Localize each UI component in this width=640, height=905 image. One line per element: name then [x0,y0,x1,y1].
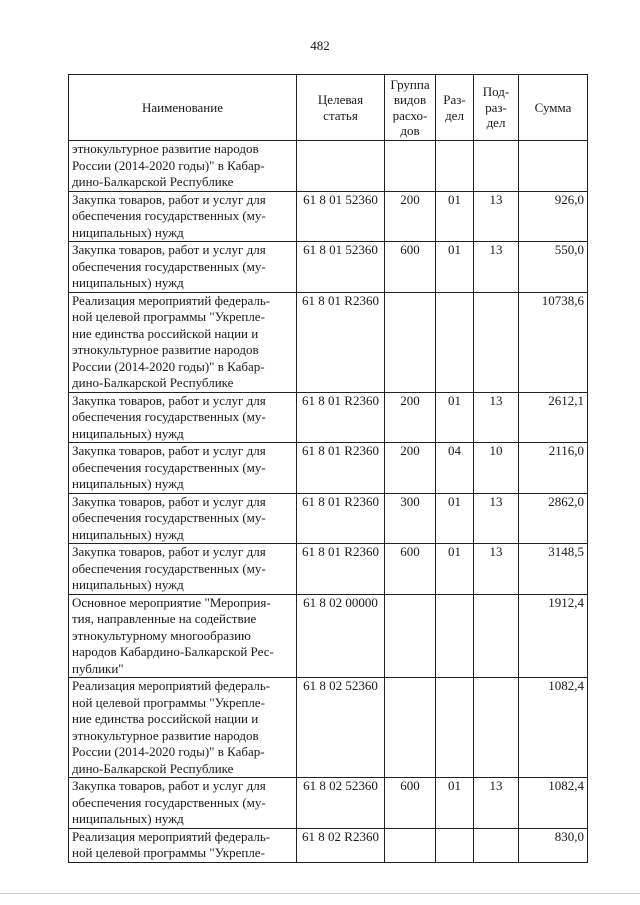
cell-section: 04 [436,443,474,494]
cell-subsection [474,828,519,862]
table-row [69,392,588,443]
cell-name [69,594,297,678]
cell-section: 01 [436,392,474,443]
cell-expense-group [385,594,436,678]
cell-subsection: 13 [474,191,519,242]
text-line: Реализация мероприятий федераль- [72,678,271,693]
cell-expense-group [385,292,436,392]
table-row [69,141,588,192]
text-line: этнокультурное развитие народов [72,141,259,156]
text-line: Закупка товаров, работ и услуг для [72,191,266,207]
cell-name [69,292,297,392]
cell-expense-group [385,141,436,192]
header-target-article [297,75,385,141]
cell-amount [519,141,588,192]
text-line: Закупка товаров, работ и услуг для [72,778,266,793]
text-line: Реализация мероприятий федераль- [72,292,271,308]
cell-amount: 2116,0 [519,443,588,494]
text-line: обеспечения государственных (му- [72,510,266,525]
text-line: ной целевой программы "Укрепле- [72,309,265,324]
page-number: 482 [310,38,330,53]
cell-amount: 1082,4 [519,678,588,778]
text-line: обеспечения государственных (му- [72,459,266,475]
cell-target-article: 61 8 01 R2360 [297,292,385,392]
cell-subsection [474,141,519,192]
text-line: ние единства российской нации и [72,711,259,726]
text-line: ниципальных) нужд [72,476,184,491]
text-line: обеспечения государственных (му- [72,258,266,274]
table-body [69,141,588,863]
cell-target-article: 61 8 02 00000 [297,594,385,678]
cell-amount: 2612,1 [519,392,588,443]
cell-section: 01 [436,544,474,595]
budget-table [68,74,588,863]
text-line: ниципальных) нужд [72,526,184,542]
text-line: этнокультурное развитие народов [72,342,259,357]
text-line: этнокультурному многообразию [72,627,251,643]
cell-name [69,778,297,829]
cell-subsection [474,678,519,778]
cell-amount: 3148,5 [519,544,588,595]
cell-section: 01 [436,493,474,544]
text-line: дов [400,123,420,138]
text-line: Реализация мероприятий федераль- [72,828,271,844]
text-line: Сумма [534,99,572,115]
page-bottom-divider [0,893,640,894]
cell-target-article: 61 8 02 52360 [297,678,385,778]
text-line: ние единства российской нации и [72,325,259,341]
table-row [69,828,588,862]
cell-expense-group [385,678,436,778]
cell-expense-group: 200 [385,191,436,242]
text-line: Группа [390,76,430,92]
text-line: этнокультурное развитие народов [72,727,259,743]
table-row [69,191,588,242]
table-row [69,242,588,293]
text-line: дел [486,115,506,131]
table-row [69,443,588,494]
cell-amount: 550,0 [519,242,588,293]
table-row [69,292,588,392]
cell-name [69,191,297,242]
text-line: дино-Балкарской Республике [72,760,234,776]
text-line: ниципальных) нужд [72,577,184,592]
cell-expense-group: 600 [385,242,436,293]
table-header-row [69,75,588,141]
header-expense-group [385,75,436,141]
text-line: Под- [482,84,510,100]
text-line: Закупка товаров, работ и услуг для [72,493,266,509]
cell-amount: 830,0 [519,828,588,862]
cell-target-article: 61 8 02 R2360 [297,828,385,862]
text-line: расхо- [392,107,428,123]
cell-amount: 2862,0 [519,493,588,544]
text-line: видов [393,92,427,107]
text-line: ной целевой программы "Укрепле- [72,694,265,710]
text-line: дино-Балкарской Республике [72,375,234,390]
cell-name [69,392,297,443]
text-line: дино-Балкарской Республике [72,174,234,189]
cell-subsection: 10 [474,443,519,494]
cell-expense-group: 200 [385,392,436,443]
cell-name [69,242,297,293]
cell-target-article: 61 8 01 R2360 [297,544,385,595]
cell-subsection: 13 [474,493,519,544]
cell-amount: 926,0 [519,191,588,242]
cell-subsection [474,594,519,678]
text-line: Раз- [443,92,466,107]
cell-target-article [297,141,385,192]
cell-section [436,141,474,192]
text-line: Наименование [142,99,223,115]
header-section [436,75,474,141]
cell-section [436,292,474,392]
cell-amount: 10738,6 [519,292,588,392]
cell-name [69,493,297,544]
cell-target-article: 61 8 02 52360 [297,778,385,829]
text-line: ниципальных) нужд [72,425,184,441]
cell-name [69,678,297,778]
cell-target-article: 61 8 01 R2360 [297,392,385,443]
table-row [69,544,588,595]
cell-section: 01 [436,191,474,242]
text-line: ниципальных) нужд [72,811,184,826]
cell-subsection: 13 [474,242,519,293]
cell-expense-group: 200 [385,443,436,494]
table-row [69,778,588,829]
cell-amount: 1912,4 [519,594,588,678]
cell-subsection: 13 [474,778,519,829]
header-amount [519,75,588,141]
cell-section [436,678,474,778]
text-line: раз- [485,99,507,115]
text-line: публики" [72,660,124,676]
text-line: тия, направленные на содействие [72,611,257,626]
text-line: обеспечения государственных (му- [72,794,266,810]
cell-name [69,828,297,862]
cell-subsection [474,292,519,392]
table-row [69,594,588,678]
cell-expense-group: 300 [385,493,436,544]
cell-section: 01 [436,242,474,293]
text-line: ниципальных) нужд [72,275,184,290]
text-line: ниципальных) нужд [72,224,184,240]
cell-target-article: 61 8 01 52360 [297,242,385,293]
text-line: Закупка товаров, работ и услуг для [72,392,266,408]
text-line: России (2014-2020 годы)" в Кабар- [72,358,265,374]
cell-expense-group: 600 [385,544,436,595]
text-line: обеспечения государственных (му- [72,409,266,424]
cell-name [69,141,297,192]
cell-target-article: 61 8 01 R2360 [297,493,385,544]
cell-amount: 1082,4 [519,778,588,829]
text-line: дел [445,107,464,123]
text-line: России (2014-2020 годы)" в Кабар- [72,744,265,759]
text-line: ной целевой программы "Укрепле- [72,845,265,860]
text-line: Закупка товаров, работ и услуг для [72,443,266,458]
text-line: обеспечения государственных (му- [72,560,266,576]
cell-target-article: 61 8 01 52360 [297,191,385,242]
cell-target-article: 61 8 01 R2360 [297,443,385,494]
text-line: статья [323,107,358,123]
cell-name [69,443,297,494]
text-line: Закупка товаров, работ и услуг для [72,544,266,559]
table-row [69,678,588,778]
cell-section [436,594,474,678]
text-line: России (2014-2020 годы)" в Кабар- [72,157,265,173]
text-line: Основное мероприятие "Мероприя- [72,594,271,610]
text-line: обеспечения государственных (му- [72,208,266,223]
cell-subsection: 13 [474,392,519,443]
cell-section [436,828,474,862]
text-line: Целевая [317,92,364,107]
header-subsection [474,75,519,141]
table-row [69,493,588,544]
cell-name [69,544,297,595]
cell-section: 01 [436,778,474,829]
cell-expense-group [385,828,436,862]
cell-subsection: 13 [474,544,519,595]
text-line: народов Кабардино-Балкарской Рес- [72,644,274,659]
text-line: Закупка товаров, работ и услуг для [72,242,266,257]
header-name [69,75,297,141]
cell-expense-group: 600 [385,778,436,829]
